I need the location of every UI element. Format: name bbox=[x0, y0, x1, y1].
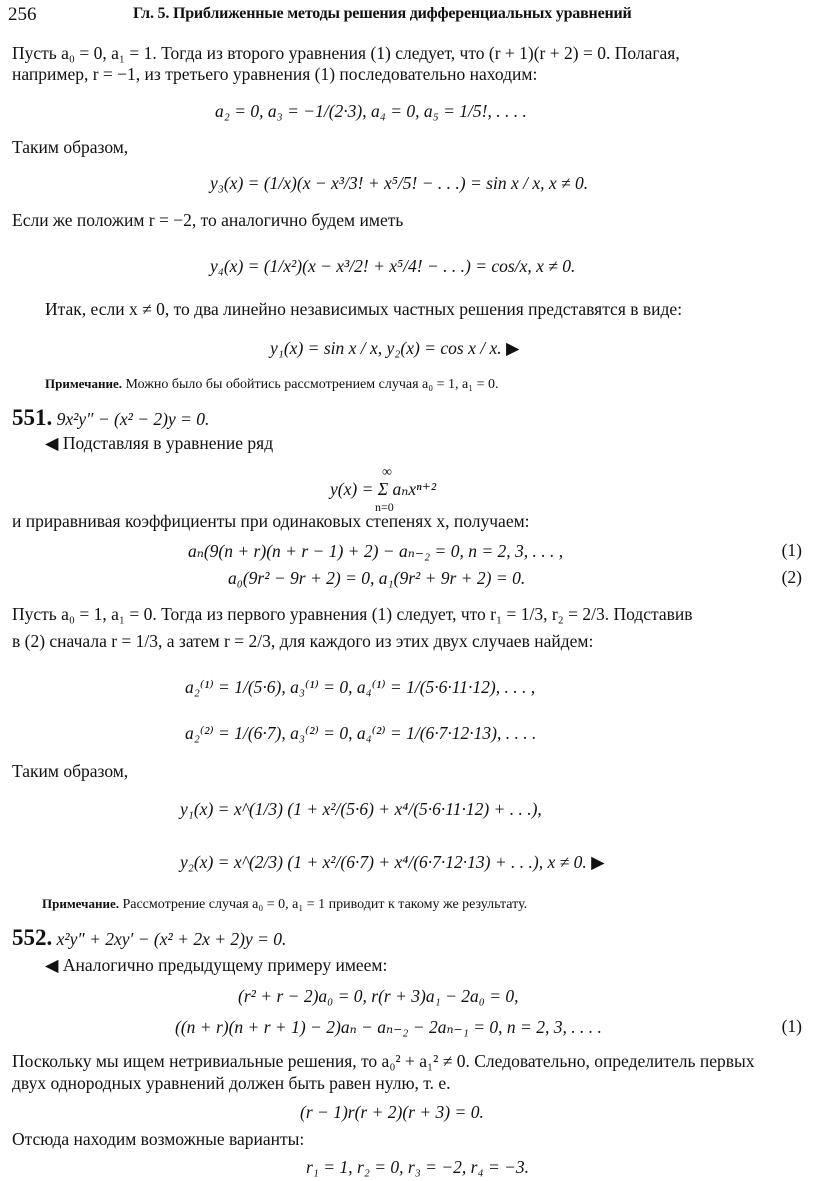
equation: (r − 1)r(r + 2)(r + 3) = 0. bbox=[300, 1102, 484, 1122]
page-number: 256 bbox=[8, 4, 37, 25]
text-line: в (2) сначала r = 1/3, а затем r = 2/3, для каждого из этих двух случаев найдем: bbox=[12, 631, 594, 651]
sum-upper-limit: ∞ bbox=[382, 465, 392, 480]
page-header bbox=[8, 4, 802, 28]
equation: r₁ = 1, r₂ = 0, r₃ = −2, r₄ = −3. bbox=[306, 1157, 530, 1177]
text-line: Поскольку мы ищем нетривиальные решения, то a₀² + a₁² ≠ 0. Следовательно, определитель первых bbox=[12, 1051, 755, 1071]
equation-number: (1) bbox=[781, 1016, 802, 1036]
equation: (r² + r − 2)a₀ = 0, r(r + 3)a₁ − 2a₀ = 0, bbox=[238, 986, 519, 1006]
equation: y₃(x) = (1/x)(x − x³/3! + x⁵/5! − . . .) = sin x / x, x ≠ 0. bbox=[210, 173, 589, 193]
text-line: Отсюда находим возможные варианты: bbox=[12, 1129, 305, 1149]
note-label: Примечание. bbox=[45, 376, 122, 391]
text-line: Пусть a₀ = 1, a₁ = 0. Тогда из первого уравнения (1) следует, что r₁ = 1/3, r₂ = 2/3. Подставив bbox=[12, 604, 693, 624]
text-line: ◀ Подставляя в уравнение ряд bbox=[45, 433, 274, 453]
problem-number: 552. bbox=[12, 925, 53, 950]
text-line: ◀ Аналогично предыдущему примеру имеем: bbox=[45, 955, 388, 975]
problem-551 bbox=[12, 404, 209, 433]
equation: a₀(9r² − 9r + 2) = 0, a₁(9r² + 9r + 2) = 0. bbox=[228, 568, 526, 588]
equation: y₂(x) = x^(2/3) (1 + x²/(6·7) + x⁴/(6·7·12·13) + . . .), x ≠ 0. ▶ bbox=[180, 852, 605, 872]
note bbox=[42, 896, 527, 913]
equation-number: (2) bbox=[781, 567, 802, 587]
equation: a₂ = 0, a₃ = −1/(2·3), a₄ = 0, a₅ = 1/5!, . . . . bbox=[215, 101, 527, 121]
text-line: Итак, если x ≠ 0, то два линейно независимых частных решения представятся в виде: bbox=[45, 299, 683, 319]
sum-lower-limit: n=0 bbox=[375, 500, 394, 514]
text-line: Таким образом, bbox=[12, 137, 129, 157]
text-line: Таким образом, bbox=[12, 761, 129, 781]
note-text: Можно было бы обойтись рассмотрением случая a₀ = 1, a₁ = 0. bbox=[121, 377, 499, 392]
equation: aₙ(9(n + r)(n + r − 1) + 2) − aₙ₋₂ = 0, n = 2, 3, . . . , bbox=[188, 541, 564, 561]
equation: y₁(x) = sin x / x, y₂(x) = cos x / x. ▶ bbox=[270, 338, 520, 358]
note bbox=[45, 376, 499, 393]
text-line: Пусть a₀ = 0, a₁ = 1. Тогда из второго уравнения (1) следует, что (r + 1)(r + 2) = 0. Полагая, bbox=[12, 43, 680, 63]
text-line: Если же положим r = −2, то аналогично будем иметь bbox=[12, 210, 404, 230]
note-text: Рассмотрение случая a₀ = 0, a₁ = 1 приводит к такому же результату. bbox=[118, 897, 528, 912]
text-line: и приравнивая коэффициенты при одинаковых степенях x, получаем: bbox=[12, 511, 530, 531]
problem-552 bbox=[12, 924, 286, 953]
equation: a₂⁽²⁾ = 1/(6·7), a₃⁽²⁾ = 0, a₄⁽²⁾ = 1/(6·7·12·13), . . . . bbox=[185, 723, 537, 743]
text-line: двух однородных уравнений должен быть равен нулю, т. е. bbox=[12, 1073, 451, 1093]
equation-number: (1) bbox=[781, 540, 802, 560]
problem-equation: 9x²y″ − (x² − 2)y = 0. bbox=[56, 409, 210, 429]
equation: ((n + r)(n + r + 1) − 2)aₙ − aₙ₋₂ − 2aₙ₋₁ = 0, n = 2, 3, . . . . bbox=[175, 1017, 602, 1037]
text-line: например, r = −1, из третьего уравнения (1) последовательно находим: bbox=[12, 64, 538, 84]
equation: y(x) = Σ aₙxⁿ⁺² bbox=[330, 479, 437, 499]
equation: y₁(x) = x^(1/3) (1 + x²/(5·6) + x⁴/(5·6·11·12) + . . .), bbox=[180, 799, 542, 819]
problem-number: 551. bbox=[12, 405, 53, 430]
equation: a₂⁽¹⁾ = 1/(5·6), a₃⁽¹⁾ = 0, a₄⁽¹⁾ = 1/(5·6·11·12), . . . , bbox=[185, 677, 536, 697]
running-title: Гл. 5. Приближенные методы решения дифференциальных уравнений bbox=[133, 5, 632, 22]
equation: y₄(x) = (1/x²)(x − x³/2! + x⁵/4! − . . .) = cos/x, x ≠ 0. bbox=[210, 256, 576, 276]
problem-equation: x²y″ + 2xy′ − (x² + 2x + 2)y = 0. bbox=[56, 929, 287, 949]
note-label: Примечание. bbox=[42, 896, 119, 911]
